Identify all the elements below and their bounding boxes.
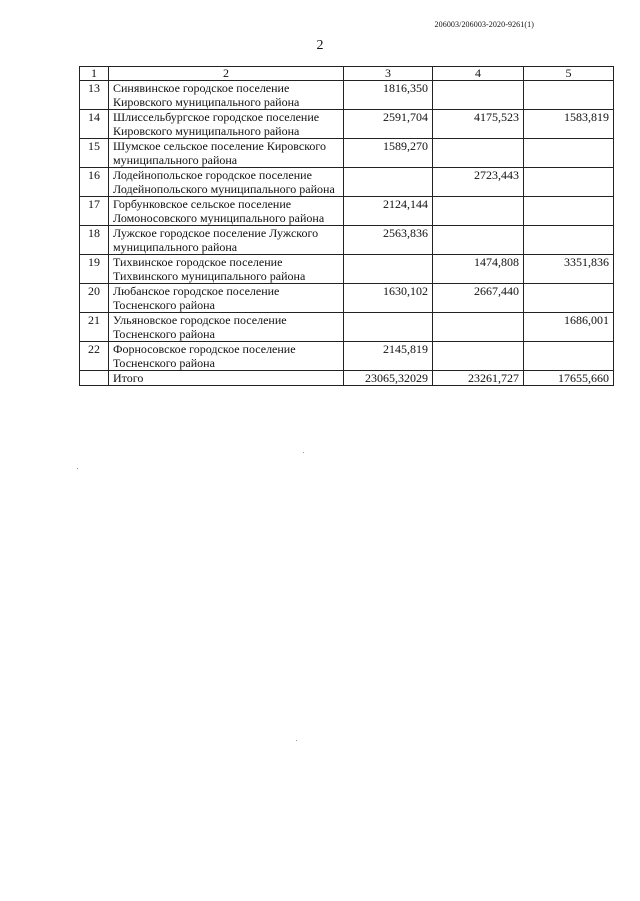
table-row xyxy=(80,139,614,168)
value-col3: 2124,144 xyxy=(344,197,433,226)
table-row xyxy=(80,284,614,313)
settlement-name: Лужское городское поселение Лужского муниципального района xyxy=(109,226,344,255)
table-row xyxy=(80,168,614,197)
row-number: 20 xyxy=(80,284,109,313)
table-row xyxy=(80,342,614,371)
table-header-row xyxy=(80,67,614,81)
allocation-table xyxy=(79,66,614,386)
table-row xyxy=(80,313,614,342)
settlement-name: Ульяновское городское поселение Тосненского района xyxy=(109,313,344,342)
value-col3: 2563,836 xyxy=(344,226,433,255)
value-col3: 2145,819 xyxy=(344,342,433,371)
value-col3 xyxy=(344,168,433,197)
value-col3: 1630,102 xyxy=(344,284,433,313)
value-col4: 2667,440 xyxy=(433,284,524,313)
page-number: 2 xyxy=(316,38,324,53)
value-col4 xyxy=(433,81,524,110)
value-col5 xyxy=(524,284,614,313)
value-col5 xyxy=(524,197,614,226)
value-col3: 1816,350 xyxy=(344,81,433,110)
header-cell: 5 xyxy=(524,67,614,81)
value-col3 xyxy=(344,255,433,284)
row-number: 18 xyxy=(80,226,109,255)
value-col5: 1686,001 xyxy=(524,313,614,342)
value-col4 xyxy=(433,226,524,255)
settlement-name: Лодейнопольское городское поселение Лодейнопольского муниципального района xyxy=(109,168,344,197)
document-id: 206003/206003-2020-9261(1) xyxy=(434,20,534,29)
row-number: 16 xyxy=(80,168,109,197)
value-col5 xyxy=(524,168,614,197)
table-row xyxy=(80,110,614,139)
value-col5 xyxy=(524,342,614,371)
value-col4 xyxy=(433,313,524,342)
total-col4: 23261,727 xyxy=(433,371,524,386)
scan-speck xyxy=(303,452,304,453)
value-col3: 2591,704 xyxy=(344,110,433,139)
row-number: 13 xyxy=(80,81,109,110)
row-number: 22 xyxy=(80,342,109,371)
table-row xyxy=(80,255,614,284)
settlement-name: Любанское городское поселение Тосненского района xyxy=(109,284,344,313)
row-number: 21 xyxy=(80,313,109,342)
row-number: 14 xyxy=(80,110,109,139)
total-number-cell xyxy=(80,371,109,386)
row-number: 15 xyxy=(80,139,109,168)
value-col4 xyxy=(433,197,524,226)
value-col3: 1589,270 xyxy=(344,139,433,168)
settlement-name: Шумское сельское поселение Кировского муниципального района xyxy=(109,139,344,168)
header-cell: 2 xyxy=(109,67,344,81)
row-number: 19 xyxy=(80,255,109,284)
value-col4 xyxy=(433,139,524,168)
value-col3 xyxy=(344,313,433,342)
header-cell: 1 xyxy=(80,67,109,81)
value-col5 xyxy=(524,81,614,110)
row-number: 17 xyxy=(80,197,109,226)
header-cell: 3 xyxy=(344,67,433,81)
value-col4: 2723,443 xyxy=(433,168,524,197)
value-col4 xyxy=(433,342,524,371)
value-col5: 1583,819 xyxy=(524,110,614,139)
settlement-name: Горбунковское сельское поселение Ломоносовского муниципального района xyxy=(109,197,344,226)
value-col5 xyxy=(524,139,614,168)
value-col4: 1474,808 xyxy=(433,255,524,284)
total-col5: 17655,660 xyxy=(524,371,614,386)
table-row xyxy=(80,197,614,226)
scan-speck xyxy=(296,740,297,741)
total-row xyxy=(80,371,614,386)
settlement-name: Шлиссельбургское городское поселение Кировского муниципального района xyxy=(109,110,344,139)
settlement-name: Форносовское городское поселение Тосненского района xyxy=(109,342,344,371)
scan-speck xyxy=(77,468,78,469)
table-row xyxy=(80,81,614,110)
value-col4: 4175,523 xyxy=(433,110,524,139)
total-label: Итого xyxy=(109,371,344,386)
header-cell: 4 xyxy=(433,67,524,81)
value-col5: 3351,836 xyxy=(524,255,614,284)
value-col5 xyxy=(524,226,614,255)
table-row xyxy=(80,226,614,255)
settlement-name: Тихвинское городское поселение Тихвинского муниципального района xyxy=(109,255,344,284)
settlement-name: Синявинское городское поселение Кировского муниципального района xyxy=(109,81,344,110)
total-col3: 23065,32029 xyxy=(344,371,433,386)
